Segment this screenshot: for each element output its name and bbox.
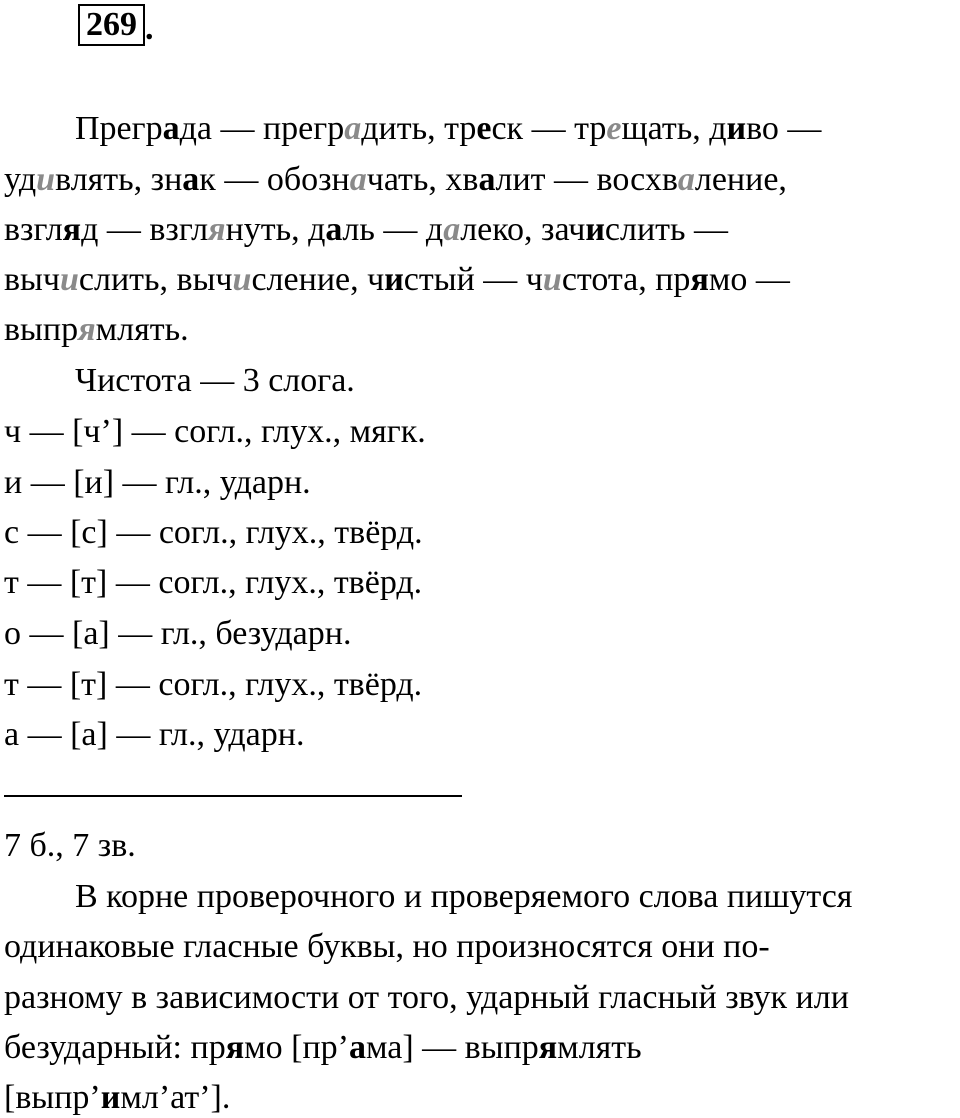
unstressed-vowel: и [60, 261, 79, 298]
text-run: выч [4, 261, 60, 298]
text-run: слить — [604, 211, 729, 248]
unstressed-vowel: и [232, 261, 252, 298]
text-run: Прегр [75, 110, 163, 147]
text-run: стый — ч [403, 261, 543, 298]
unstressed-vowel: и [36, 161, 56, 198]
phonetic-row: и — [и] — гл., ударн. [4, 464, 311, 501]
text-run: [выпр’ [4, 1079, 101, 1116]
stressed-vowel: и [726, 110, 747, 147]
unstressed-vowel: я [78, 311, 96, 348]
paragraph2-line5 [4, 1081, 230, 1115]
paragraph1-line5 [4, 313, 189, 347]
text-run: ление, [694, 161, 787, 198]
text-run: взгл [4, 211, 63, 248]
divider-rule [4, 795, 462, 797]
stressed-vowel: а [182, 161, 200, 198]
text-run: дить, тр [361, 110, 477, 147]
text-run: мо [пр’ [244, 1029, 349, 1066]
text-run: во — [746, 110, 822, 147]
text-run: стота, пр [561, 261, 691, 298]
exercise-number-box: 269 [78, 4, 145, 46]
text-run: влять, зн [55, 161, 183, 198]
text-run: ль — д [342, 211, 444, 248]
text-run: млять [557, 1029, 642, 1066]
paragraph1-line4 [4, 263, 790, 297]
text-run: мл’ат’]. [120, 1079, 231, 1116]
text-run: выпр [4, 311, 79, 348]
unstressed-vowel: а [443, 211, 461, 248]
unstressed-vowel: и [542, 261, 562, 298]
text-run: ма] — выпр [365, 1029, 539, 1066]
summary-line: 7 б., 7 зв. [4, 827, 136, 864]
unstressed-vowel: а [344, 110, 362, 147]
text-run: сление, ч [251, 261, 385, 298]
stressed-vowel: а [162, 110, 180, 147]
paragraph1-line1 [75, 112, 821, 146]
stressed-vowel: и [585, 211, 605, 248]
exercise-number [78, 4, 154, 46]
text-run: лит — восхв [495, 161, 678, 198]
exercise-number-dot: . [145, 10, 154, 47]
unstressed-vowel: а [349, 161, 367, 198]
phonetic-row: ч — [ч’] — согл., глух., мягк. [4, 413, 426, 450]
paragraph2-line2: одинаковые гласные буквы, но произносятся они по- [4, 928, 770, 965]
text-run: д — взгл [81, 211, 209, 248]
text-run: млять. [95, 311, 189, 348]
text-run: уд [4, 161, 37, 198]
paragraph2-line4 [4, 1031, 642, 1065]
text-run: слить, выч [78, 261, 233, 298]
text-run: к — обозн [199, 161, 350, 198]
text-run: ск — тр [491, 110, 607, 147]
stressed-vowel: я [538, 1029, 558, 1066]
phonetic-row: о — [а] — гл., безударн. [4, 615, 352, 652]
text-run: безударный: пр [4, 1029, 226, 1066]
text-run: чать, хв [366, 161, 479, 198]
stressed-vowel: а [348, 1029, 366, 1066]
paragraph1-line2 [4, 163, 787, 197]
paragraph2-line1: В корне проверочного и проверяемого слова пишутся [75, 878, 853, 915]
unstressed-vowel: а [677, 161, 695, 198]
syllables-line: Чистота — 3 слога. [75, 362, 355, 399]
phonetic-row: с — [с] — согл., глух., твёрд. [4, 514, 423, 551]
stressed-vowel: я [690, 261, 709, 298]
paragraph1-line3 [4, 213, 728, 247]
stressed-vowel: и [384, 261, 404, 298]
text-run: леко, зач [460, 211, 586, 248]
unstressed-vowel: я [208, 211, 226, 248]
unstressed-vowel: е [606, 110, 622, 147]
stressed-vowel: а [325, 211, 343, 248]
text-run: да — прегр [179, 110, 345, 147]
phonetic-row: т — [т] — согл., глух., твёрд. [4, 564, 423, 601]
text-run: нуть, д [225, 211, 326, 248]
stressed-vowel: я [62, 211, 82, 248]
phonetic-row: а — [а] — гл., ударн. [4, 716, 305, 753]
stressed-vowel: е [476, 110, 492, 147]
text-run: щать, д [621, 110, 727, 147]
stressed-vowel: я [225, 1029, 245, 1066]
text-run: мо — [708, 261, 790, 298]
phonetic-row: т — [т] — согл., глух., твёрд. [4, 666, 423, 703]
paragraph2-line3: разному в зависимости от того, ударный гласный звук или [4, 979, 849, 1016]
stressed-vowel: и [100, 1079, 121, 1116]
stressed-vowel: а [478, 161, 496, 198]
